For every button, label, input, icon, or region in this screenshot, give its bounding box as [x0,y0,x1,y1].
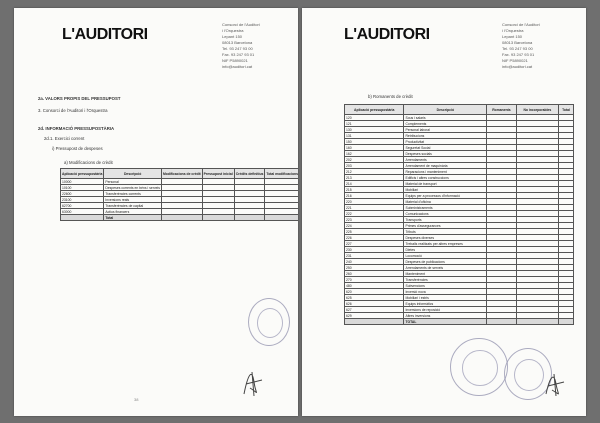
column-header: Modificacions de crèdit [161,169,202,179]
document-page-right [302,8,586,416]
table-cell: Inversions reals [104,197,162,203]
signature [238,364,268,405]
table-cell: 121 [345,121,404,127]
table-cell: 620 [345,289,404,295]
address-block [502,22,572,70]
total-value [559,319,574,325]
total-label: Total [104,215,162,221]
table-cell: Comunicacions [404,211,487,217]
table-cell: Mobiliari i estris [404,295,487,301]
table-cell: Material d'oficina [404,199,487,205]
table-cell: Sous i salaris [404,115,487,121]
table-cell: Despeses diverses [404,235,487,241]
address-line: Fax. 93 247 93 01 [222,52,255,57]
address-line: 08013 Barcelona [502,40,533,45]
page-number: 38 [134,397,139,402]
table-cell: Tributs [404,229,487,235]
address-line: i l'Orquestra [502,28,524,33]
table-cell: Dietes [404,247,487,253]
table-cell: Complements [404,121,487,127]
table-cell: Manteniment [404,271,487,277]
address-line: 08013 Barcelona [222,40,253,45]
table-cell: Personal laboral [404,127,487,133]
total-row [61,215,299,221]
table-cell: Equips per a processos d'informació [404,193,487,199]
column-header: Aplicació pressupostària [345,105,404,115]
total-value [202,215,234,221]
table-cell: Inversions de reposició [404,307,487,313]
table-cell: 160 [345,145,404,151]
table-cell: 202 [345,157,404,163]
column-header: Descripció [404,105,487,115]
table-cell: Edificis i altres construccions [404,175,487,181]
table-cell: Actius financers [104,209,162,215]
total-label: TOTAL [404,319,487,325]
address-line: NIF P5890021 [222,58,248,63]
address-line: Consorci de l'Auditori [222,22,260,27]
table-cell: 230 [345,247,404,253]
table-cell: Subministraments [404,205,487,211]
column-header: Crèdits definitius [234,169,265,179]
table-cell: Despeses de publicacions [404,259,487,265]
table-cell: Despeses socials [404,151,487,157]
subsection-heading: 2d.1. Exercici corrent [44,136,85,141]
table-cell: Treballs realitzats per altres empreses [404,241,487,247]
table-cell: 260 [345,271,404,277]
table-cell: 215 [345,187,404,193]
table-cell: Retribucions [404,133,487,139]
column-header: Total [559,105,574,115]
table-cell: Arrendament de maquinària [404,163,487,169]
signature [542,368,568,405]
table-cell: Locomoció [404,253,487,259]
table-cell: 10000 [61,179,104,185]
total-value [161,215,202,221]
table-cell: 131 [345,133,404,139]
table-cell: 480 [345,283,404,289]
total-value [234,215,265,221]
table-cell: 63000 [61,209,104,215]
table-cell: 213 [345,175,404,181]
table-cell: Material de transport [404,181,487,187]
table-cell: 220 [345,199,404,205]
table-cell: 150 [345,139,404,145]
table-cell: 240 [345,259,404,265]
table-cell: 626 [345,301,404,307]
table-cell: Transports [404,217,487,223]
column-header: Descripció [104,169,162,179]
table-cell: 627 [345,307,404,313]
table-cell: Transferències corrents [104,191,162,197]
table-cell: 23100 [61,197,104,203]
total-value [487,319,516,325]
address-line: NIF P5890021 [502,58,528,63]
document-page-left [14,8,298,416]
table-cell: 62700 [61,203,104,209]
table-cell [345,319,404,325]
table-cell: 231 [345,253,404,259]
table-cell: Arrendaments [404,157,487,163]
address-line: info@auditori.cat [502,64,533,69]
total-value [516,319,558,325]
table-cell: 250 [345,265,404,271]
address-line: Consorci de l'Auditori [502,22,540,27]
table-cell: Arrendaments de serveis [404,265,487,271]
column-header: No incorporables [516,105,558,115]
table-cell: 222 [345,211,404,217]
subsection-heading: i) Pressupost de despeses [52,146,103,151]
table-cell: 227 [345,241,404,247]
table-cell: 214 [345,181,404,187]
table-cell: 223 [345,217,404,223]
table-cell: 203 [345,163,404,169]
table-cell: Equips informàtics [404,301,487,307]
auditori-logo: L'AUDITORI [344,26,430,43]
table-cell: Subvencions [404,283,487,289]
table-cell: 130 [345,127,404,133]
table-cell: Transferències [404,277,487,283]
table-cell: 625 [345,295,404,301]
address-line: Fax. 93 247 93 01 [502,52,535,57]
table-cell: 224 [345,223,404,229]
table-cell: Personal [104,179,162,185]
address-line: Lepant 150 [222,34,243,39]
table-cell: Despeses corrents en béns i serveis [105,185,160,190]
table-cell: 212 [345,169,404,175]
table-cell: 120 [345,115,404,121]
subsection-heading: a) Modificacions de crèdit [64,160,113,165]
modifications-table [60,168,298,221]
table-cell: 629 [345,313,404,319]
address-line: Tel. 93 247 93 00 [222,46,253,51]
column-header: Aplicació pressupostària [61,169,104,179]
table-cell: 216 [345,193,404,199]
table-cell: 226 [345,235,404,241]
table-header-row [345,105,574,115]
column-header: Pressupost inicial [202,169,234,179]
table-cell: Mobiliari [404,187,487,193]
address-line: Tel. 93 247 93 00 [502,46,533,51]
table-cell: Productivitat [404,139,487,145]
address-block [222,22,292,70]
table-cell: 225 [345,229,404,235]
table-cell: Primes d'assegurances [404,223,487,229]
table-cell: Inversió nova [404,289,487,295]
column-header: Total modificacions [265,169,298,179]
address-line: Lepant 150 [502,34,523,39]
section-heading: 2a. VALORS PROPIS DEL PRESSUPOST [38,96,121,101]
table-cell: 221 [345,205,404,211]
column-header: Romanents [487,105,516,115]
table-cell: Altres inversions [404,313,487,319]
remnants-table [344,104,574,325]
table-cell: 10100 [61,185,104,191]
auditori-logo: L'AUDITORI [62,26,148,43]
section-heading: 2d. INFORMACIÓ PRESSUPOSTÀRIA [38,126,115,131]
section-text: 3. Consorci de l'Auditori i l'Orquestra [38,108,108,113]
table-cell: Seguretat Social [404,145,487,151]
table-cell [61,215,104,221]
section-heading: b) Romanents de crèdit [368,94,413,99]
total-row [345,319,574,325]
table-header-row [61,169,299,179]
table-cell: Reparacions i manteniment [404,169,487,175]
table-cell: 162 [345,151,404,157]
official-stamp [450,338,508,396]
address-line: i l'Orquestra [222,28,244,33]
table-cell: Transferències de capital [104,203,162,209]
total-value [265,215,298,221]
address-line: info@auditori.cat [222,64,253,69]
table-cell: 22600 [61,191,104,197]
table-cell: 270 [345,277,404,283]
official-stamp [248,298,290,346]
